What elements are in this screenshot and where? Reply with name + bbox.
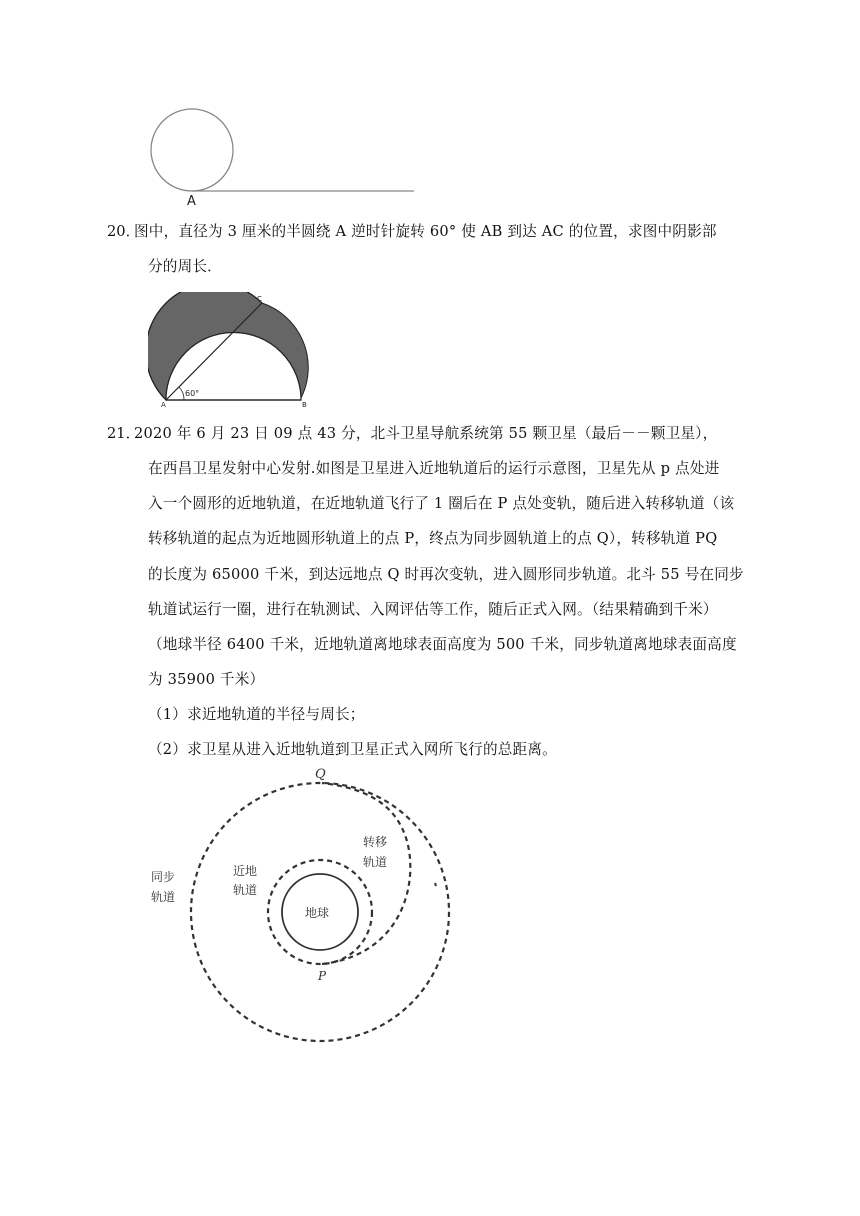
label-b: B [302, 401, 307, 407]
question-21-line-3: 入一个圆形的近地轨道，在近地轨道飞行了 1 圈后在 P 点处变轨，随后进入转移轨道（该 [148, 495, 735, 512]
question-21-number: 21． [107, 425, 141, 442]
label-c: C [257, 295, 262, 303]
rolling-circle [151, 109, 233, 191]
question-20-line-2: 分的周长． [148, 258, 222, 275]
transfer-orbit-label-2: 轨道 [363, 855, 388, 869]
question-21-line-2: 在西昌卫星发射中心发射.如图是卫星进入近地轨道后的运行示意图，卫星先从 p 点处进 [148, 460, 720, 477]
near-orbit-label-1: 近地 [233, 864, 258, 878]
near-orbit-label-2: 轨道 [233, 883, 258, 897]
earth-label: 地球 [305, 906, 330, 920]
sync-orbit-label-2: 轨道 [151, 890, 176, 904]
transfer-orbit [322, 783, 410, 964]
label-p: P [318, 969, 327, 983]
orbit-diagram [140, 758, 460, 1050]
label-a: A [161, 401, 166, 407]
semicircle-rotation-figure [148, 292, 318, 407]
question-21-line-5: 的长度为 65000 千米，到达远地点 Q 时再次变轨，进入圆形同步轨道。北斗 55 号在同步 [148, 566, 744, 583]
circle-rolling-figure [140, 108, 420, 208]
question-20-number: 20． [107, 223, 141, 240]
question-21-sub-2: （2）求卫星从进入近地轨道到卫星正式入网所飞行的总距离。 [148, 741, 557, 758]
question-21-line-7: （地球半径 6400 千米，近地轨道离地球表面高度为 500 千米，同步轨道离地球表面高度 [148, 636, 737, 653]
point-a-label: A [187, 194, 196, 208]
sync-orbit-label-1: 同步 [151, 870, 176, 884]
question-20-line-1: 图中，直径为 3 厘米的半圆绕 A 逆时针旋转 60° 使 AB 到达 AC 的位置，求图中阴影部 [134, 223, 717, 240]
question-21-line-4: 转移轨道的起点为近地圆形轨道上的点 P，终点为同步圆轨道上的点 Q），转移轨道 PQ [148, 530, 718, 547]
angle-label: 60° [185, 389, 200, 398]
question-21-sub-1: （1）求近地轨道的半径与周长； [148, 706, 365, 723]
transfer-orbit-label-1: 转移 [363, 835, 388, 849]
question-21-line-1: 2020 年 6 月 23 日 09 点 43 分，北斗卫星导航系统第 55 颗卫星（最后－－颗卫星）， [134, 425, 718, 442]
orbit-mark [435, 883, 436, 886]
label-q: Q [315, 767, 326, 782]
question-21-line-8: 为 35900 千米） [148, 671, 265, 688]
question-21-line-6: 轨道试运行一圈，进行在轨测试、入网评估等工作，随后正式入网。（结果精确到千米） [148, 601, 718, 618]
